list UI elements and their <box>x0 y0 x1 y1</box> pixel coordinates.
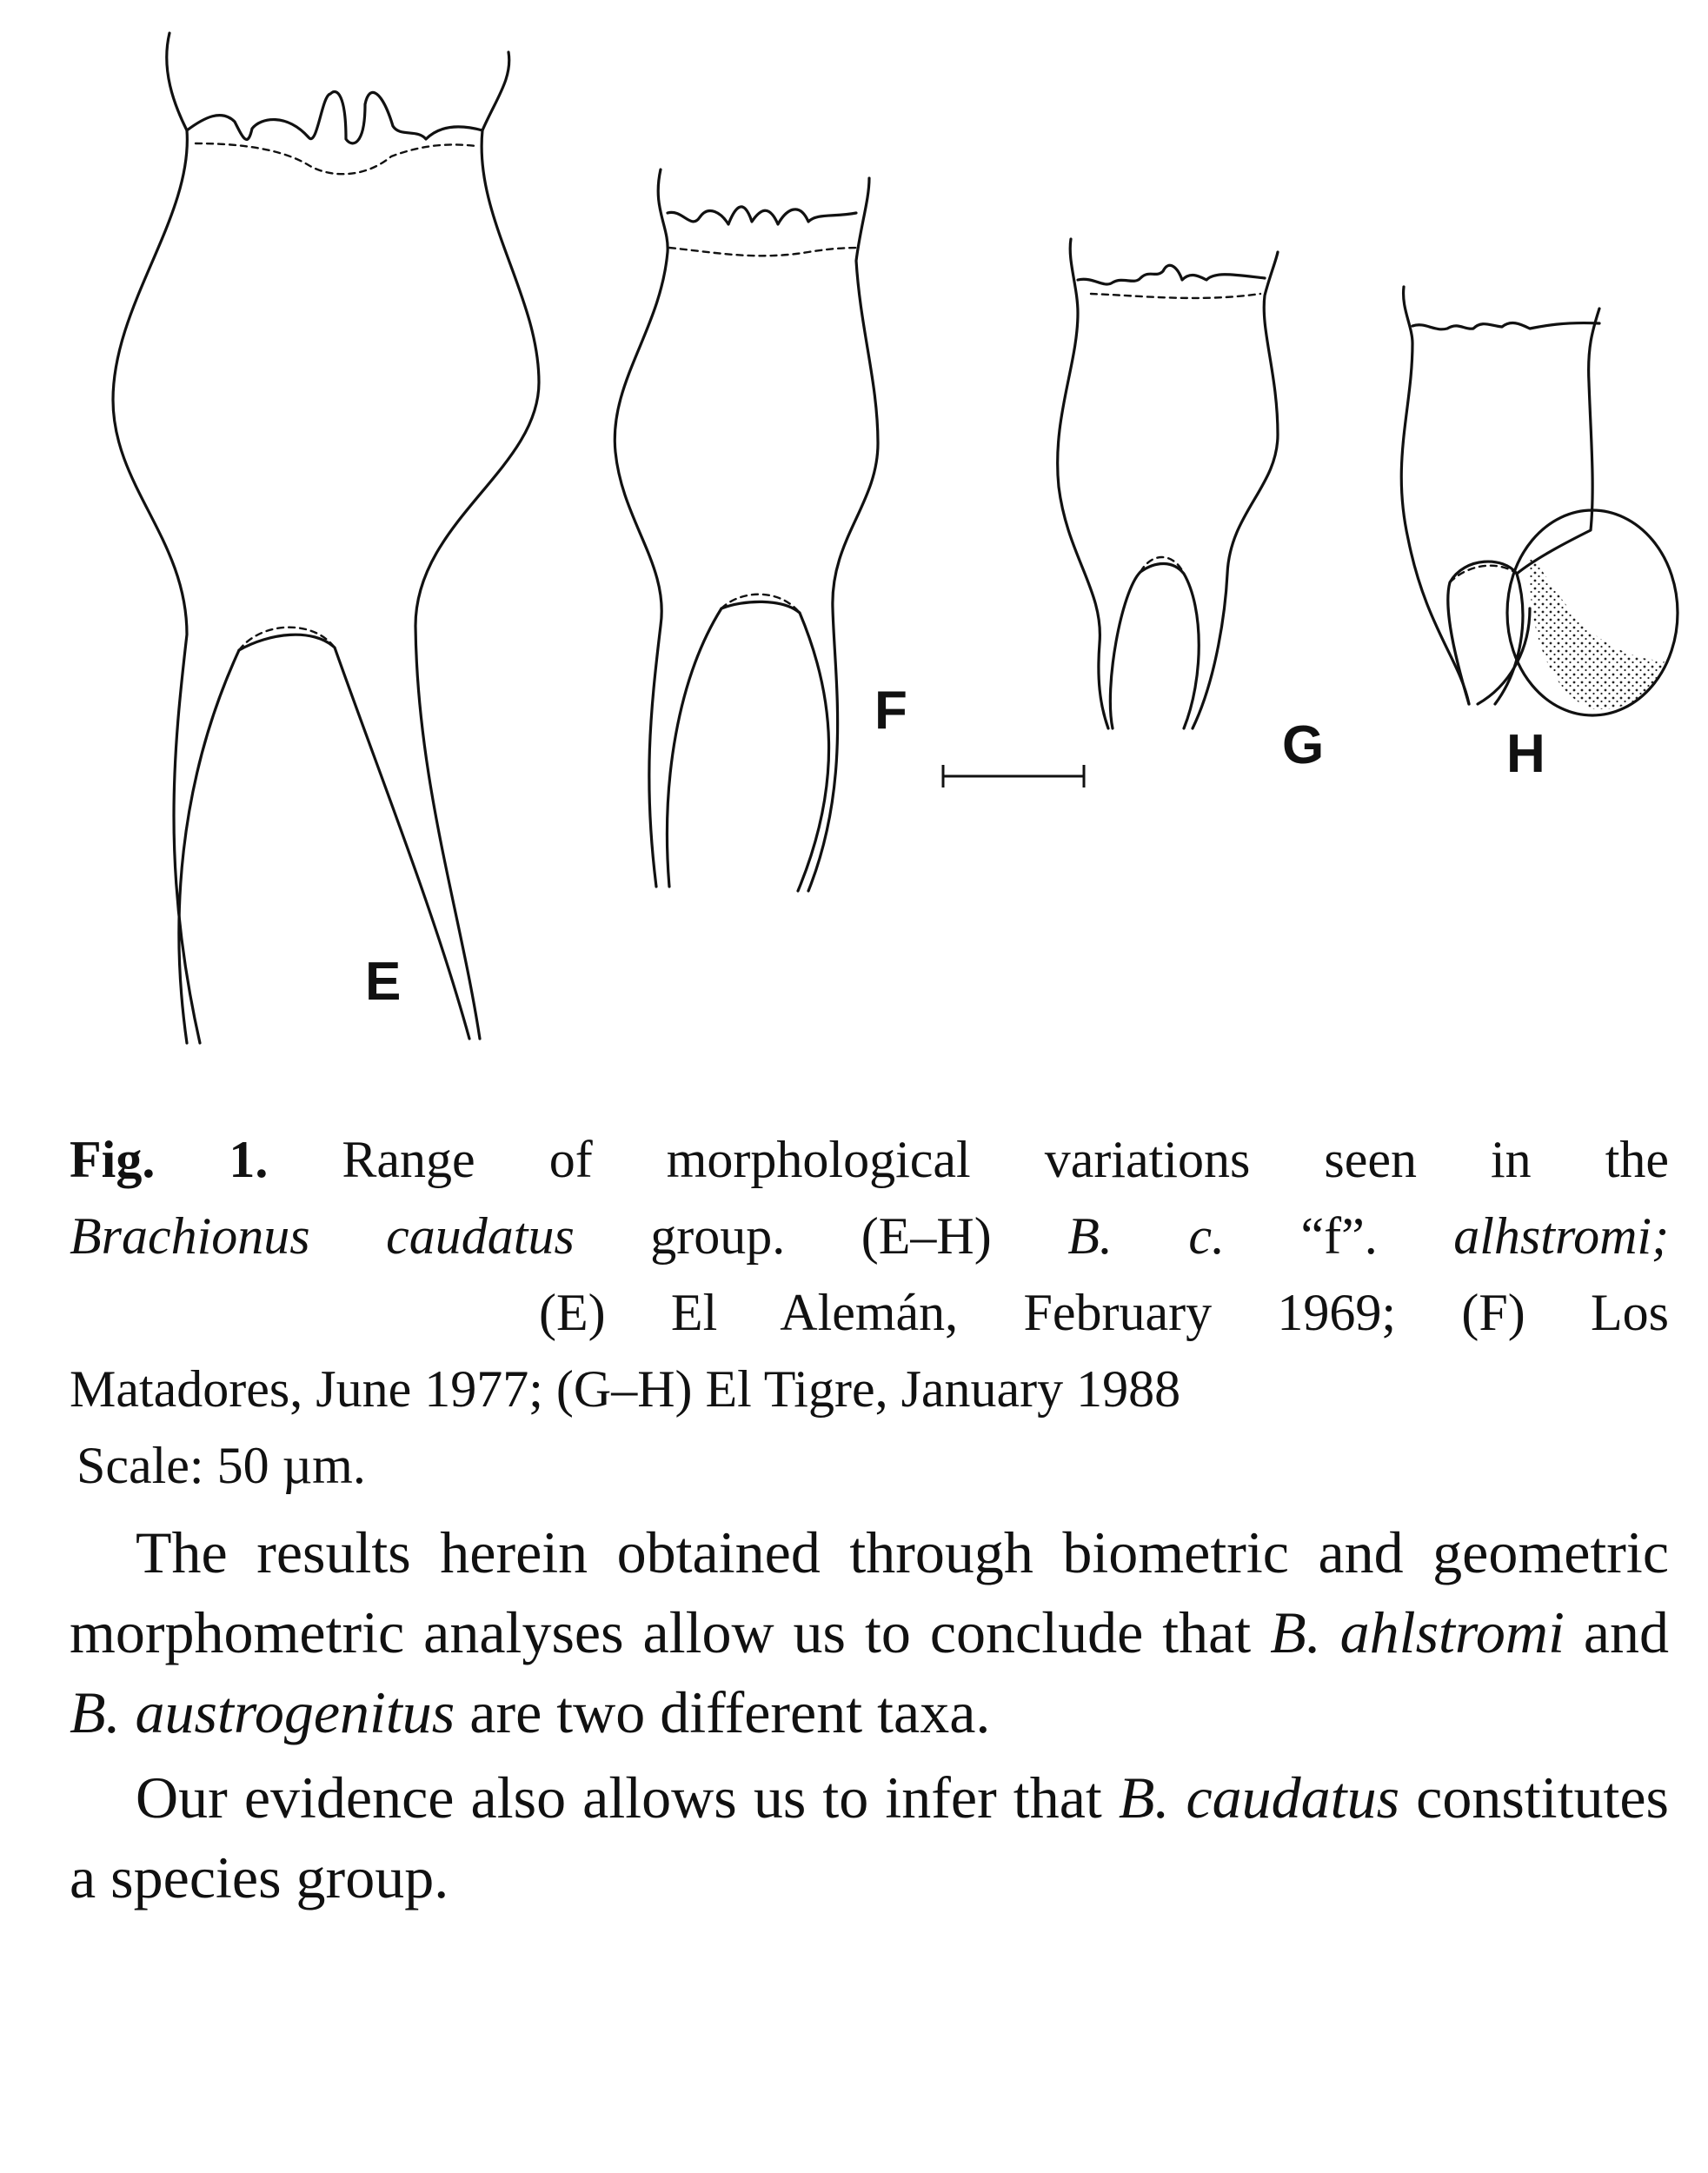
figure-label: Fig. 1. <box>70 1131 269 1188</box>
body-text <box>70 1512 1669 1917</box>
specimen-e-drawing <box>113 33 539 1043</box>
caption-scale: Scale: 50 µm. <box>76 1437 366 1494</box>
panel-label-h: H <box>1506 724 1545 784</box>
specimen-h-drawing <box>1401 287 1678 715</box>
caption-line-1: Fig. 1. Range of morphological variations seen in the <box>70 1131 1669 1188</box>
specimen-g-drawing <box>1058 239 1278 728</box>
scale-bar <box>943 765 1084 787</box>
panel-label-e: E <box>365 952 402 1012</box>
caption-line-4: Matadores, June 1977; (G–H) El Tigre, January 1988 <box>70 1360 1181 1418</box>
paragraph-1: The results herein obtained through biometric and geometric morphometric analyses allow us to conclude that B. ahlstromi and B. austrogenitus are two different taxa. <box>70 1519 1670 1745</box>
paragraph-2: Our evidence also allows us to infer that B. caudatus constitutes a species group. <box>70 1764 1669 1911</box>
figure-caption <box>70 1121 1669 1504</box>
caption-line-2: Brachionus caudatus group. (E–H) B. c. “f”. alhstromi; <box>70 1207 1670 1265</box>
specimen-f-drawing <box>615 169 878 891</box>
panel-label-f: F <box>874 681 907 741</box>
panel-label-g: G <box>1282 715 1325 775</box>
caption-line-3: (E) El Alemán, February 1969; (F) Los <box>539 1284 1669 1341</box>
